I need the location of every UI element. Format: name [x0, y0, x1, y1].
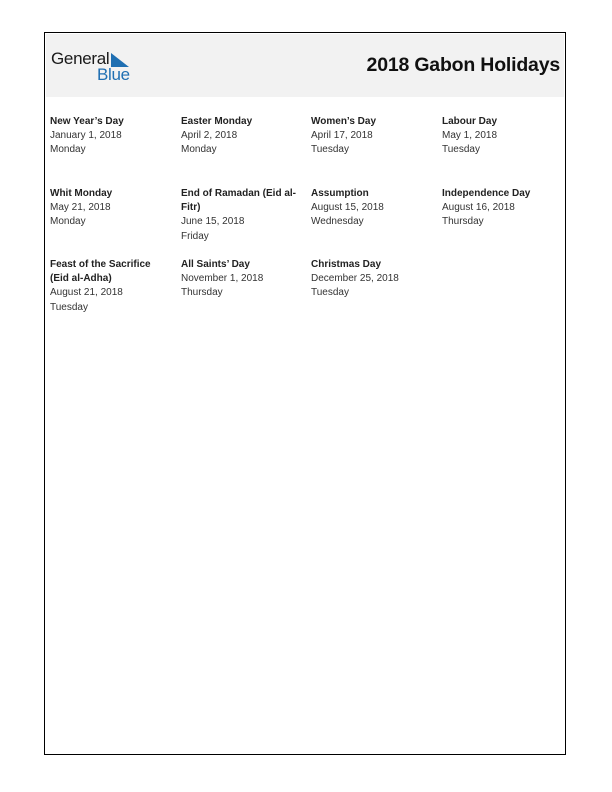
- holiday-item: [181, 115, 303, 158]
- holiday-name: Labour Day: [442, 116, 498, 127]
- holiday-date: August 21, 2018: [50, 287, 123, 299]
- holiday-weekday: Monday: [50, 144, 86, 156]
- holiday-weekday: Monday: [50, 216, 86, 228]
- holiday-item: [181, 258, 303, 301]
- holiday-name: All Saints’ Day: [181, 259, 250, 270]
- holiday-name: Christmas Day: [311, 259, 382, 270]
- holiday-weekday: Tuesday: [50, 301, 88, 313]
- holiday-item: [442, 115, 564, 158]
- holiday-weekday: Monday: [181, 144, 217, 156]
- holiday-weekday: Friday: [181, 230, 209, 242]
- holiday-name: Women’s Day: [311, 116, 377, 127]
- holiday-date: January 1, 2018: [50, 130, 122, 142]
- holiday-weekday: Thursday: [442, 216, 484, 228]
- holiday-weekday: Thursday: [181, 287, 223, 299]
- holiday-item: [50, 115, 172, 158]
- header-band: [46, 34, 564, 97]
- holiday-name: Independence Day: [442, 188, 531, 199]
- holiday-date: August 15, 2018: [311, 202, 384, 214]
- holiday-item: [311, 258, 433, 301]
- holiday-name: Whit Monday: [50, 188, 113, 199]
- holiday-date: April 17, 2018: [311, 130, 373, 142]
- page-title: 2018 Gabon Holidays: [366, 54, 560, 76]
- holiday-date: May 1, 2018: [442, 130, 498, 142]
- generalblue-logo: [51, 49, 141, 83]
- holiday-item: [442, 187, 564, 230]
- holiday-date: December 25, 2018: [311, 273, 399, 285]
- holiday-date: April 2, 2018: [181, 130, 238, 142]
- holiday-item: [311, 187, 433, 230]
- page-frame: [44, 32, 566, 755]
- holiday-weekday: Tuesday: [311, 144, 349, 156]
- holiday-item: [181, 187, 303, 244]
- holiday-name: New Year’s Day: [50, 116, 124, 127]
- holiday-date: August 16, 2018: [442, 202, 515, 214]
- holiday-weekday: Tuesday: [442, 144, 480, 156]
- holiday-item: [50, 187, 172, 230]
- holiday-date: November 1, 2018: [181, 273, 264, 285]
- holiday-name: Easter Monday: [181, 116, 253, 127]
- holiday-name: End of Ramadan (Eid al-Fitr): [181, 188, 297, 214]
- holiday-item: [311, 115, 433, 158]
- holiday-name: Assumption: [311, 188, 369, 199]
- holiday-date: May 21, 2018: [50, 202, 111, 214]
- logo-blue-text: Blue: [97, 65, 130, 84]
- holiday-date: June 15, 2018: [181, 216, 245, 228]
- holiday-name: Feast of the Sacrifice (Eid al-Adha): [50, 259, 151, 285]
- holiday-weekday: Tuesday: [311, 287, 349, 299]
- logo-general-text: General: [51, 49, 110, 68]
- holiday-item: [50, 258, 172, 315]
- holiday-weekday: Wednesday: [311, 216, 364, 228]
